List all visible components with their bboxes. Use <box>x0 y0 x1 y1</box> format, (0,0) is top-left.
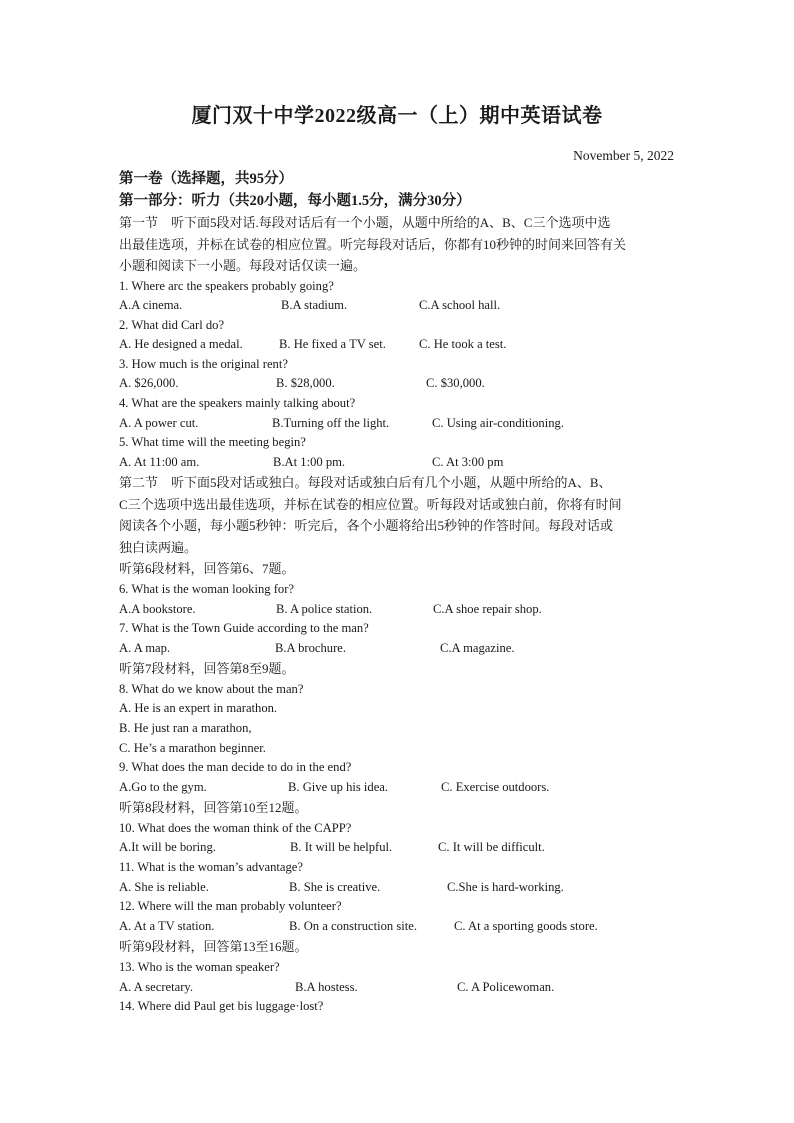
option-b: B. He just ran a marathon, <box>119 721 252 735</box>
question-options <box>119 878 679 898</box>
exam-content <box>119 168 679 1017</box>
question-options <box>119 600 679 620</box>
question-stem: 14. Where did Paul get bis luggage·lost? <box>119 999 324 1014</box>
section2-instruction: 第二节 听下面5段对话或独白。每段对话或独白后有几个小题，从题中所给的A、B、 <box>119 475 612 491</box>
option-a: A. $26,000. <box>119 376 179 391</box>
option-b: B. $28,000. <box>276 376 335 391</box>
question-stem: 5. What time will the meeting begin? <box>119 435 306 450</box>
section1-instruction: 小题和阅读下一小题。每段对话仅读一遍。 <box>119 258 367 273</box>
option-c: C. $30,000. <box>426 376 485 391</box>
option-a: A.Go to the gym. <box>119 779 207 794</box>
question-stem: 2. What did Carl do? <box>119 317 225 332</box>
option-c: C. Exercise outdoors. <box>441 779 550 794</box>
option-b: B.A brochure. <box>275 640 346 655</box>
option-c: C. He’s a marathon beginner. <box>119 740 266 755</box>
question-stem: 8. What do we know about the man? <box>119 681 304 696</box>
option-a: A.A cinema. <box>119 298 183 313</box>
section2-instruction: 独白读两遍。 <box>119 539 198 555</box>
option-a: A. At 11:00 am. <box>119 454 200 469</box>
option-b: B. She is creative. <box>289 879 381 894</box>
option-b: B. Give up his idea. <box>288 779 389 794</box>
question-options <box>119 453 679 473</box>
question-stem: 10. What does the woman think of the CAPP? <box>119 820 352 835</box>
material-heading: 听第7段材料，回答第8至9题。 <box>119 661 295 677</box>
option-a: A. A map. <box>119 640 171 655</box>
exam-title: 厦门双十中学2022级高一（上）期中英语试卷 <box>191 105 603 127</box>
option-c: C.A magazine. <box>440 640 515 655</box>
material-heading: 听第6段材料，回答第6、7题。 <box>119 561 295 577</box>
option-c: C. He took a test. <box>419 337 507 352</box>
section1-instruction: 第一节 听下面5段对话.每段对话后有一个小题，从题中所给的A、B、C三个选项中选 <box>119 215 611 230</box>
question-options <box>119 639 679 659</box>
option-c: C. At a sporting goods store. <box>454 918 598 933</box>
option-c: C. At 3:00 pm <box>432 454 504 469</box>
option-c: C.A shoe repair shop. <box>433 601 542 616</box>
option-b: B.Turning off the light. <box>272 415 390 430</box>
option-c: C.She is hard-working. <box>447 879 564 894</box>
question-stem: 9. What does the man decide to do in the end? <box>119 760 352 775</box>
option-a: A. He is an expert in marathon. <box>119 701 278 716</box>
option-c: C. It will be difficult. <box>438 840 545 855</box>
option-b: B. On a construction site. <box>289 918 418 933</box>
option-b: B. A police station. <box>276 601 373 616</box>
question-stem: 1. Where arc the speakers probably going? <box>119 278 334 293</box>
option-c: C. A Policewoman. <box>457 979 555 994</box>
exam-date: November 5, 2022 <box>573 148 674 163</box>
question-options <box>119 374 679 394</box>
option-a: A. He designed a medal. <box>119 337 243 352</box>
option-a: A. A power cut. <box>119 415 199 430</box>
option-b: B.A hostess. <box>295 979 358 994</box>
volume-heading: 第一卷（选择题，共95分） <box>119 171 293 187</box>
option-b: B. It will be helpful. <box>290 840 393 855</box>
question-stem: 12. Where will the man probably volunteer? <box>119 899 342 914</box>
question-options <box>119 414 679 434</box>
option-a: A. She is reliable. <box>119 879 209 894</box>
question-options <box>119 778 679 798</box>
option-b: B. He fixed a TV set. <box>279 337 386 352</box>
material-heading: 听第9段材料，回答第13至16题。 <box>119 939 308 955</box>
option-a: A.A bookstore. <box>119 601 196 616</box>
section2-instruction: 阅读各个小题，每小题5秒钟：听完后，各个小题将给出5秒钟的作答时间。每段对话或 <box>119 518 614 534</box>
question-options <box>119 917 679 937</box>
material-heading: 听第8段材料，回答第10至12题。 <box>119 800 308 816</box>
question-options <box>119 335 679 355</box>
option-a: A.It will be boring. <box>119 840 216 855</box>
section1-instruction: 出最佳选项，并标在试卷的相应位置。听完每段对话后，你都有10秒钟的时间来回答有关 <box>119 236 627 252</box>
question-stem: 11. What is the woman’s advantage? <box>119 860 303 875</box>
question-stem: 6. What is the woman looking for? <box>119 581 294 596</box>
option-c: C. Using air-conditioning. <box>432 415 564 430</box>
question-stem: 7. What is the Town Guide according to the man? <box>119 621 369 636</box>
option-c: C.A school hall. <box>419 298 501 313</box>
option-a: A. A secretary. <box>119 979 194 994</box>
question-stem: 3. How much is the original rent? <box>119 356 288 371</box>
option-b: B.At 1:00 pm. <box>273 454 346 469</box>
section2-instruction: C三个选项中选出最佳选项，并标在试卷的相应位置。听每段对话或独白前，你将有时间 <box>119 496 622 512</box>
question-stem: 4. What are the speakers mainly talking about? <box>119 396 356 411</box>
question-options <box>119 296 679 316</box>
question-options <box>119 838 679 858</box>
option-b: B.A stadium. <box>281 298 348 313</box>
question-stem: 13. Who is the woman speaker? <box>119 959 280 974</box>
option-a: A. At a TV station. <box>119 918 215 933</box>
question-options <box>119 978 679 998</box>
part-heading: 第一部分：听力（共20小题，每小题1.5分，满分30分） <box>119 193 471 209</box>
